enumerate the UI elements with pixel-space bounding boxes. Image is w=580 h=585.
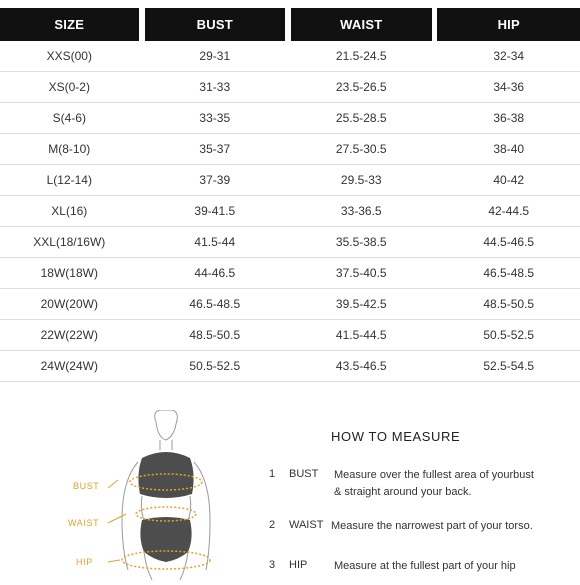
cell-size: L(12-14)	[46, 173, 92, 187]
figure-label-waist: WAIST	[68, 518, 100, 528]
cell-size: M(8-10)	[48, 142, 91, 156]
cell-waist: 23.5-26.5	[335, 80, 387, 94]
cell-waist: 33-36.5	[340, 204, 382, 218]
cell-waist: 35.5-38.5	[335, 235, 387, 249]
cell-bust: 37-39	[199, 173, 231, 187]
table-row	[0, 165, 580, 196]
cell-waist: 25.5-28.5	[335, 111, 387, 125]
header-bust: BUST	[145, 8, 286, 41]
cell-waist: 43.5-46.5	[335, 359, 387, 373]
table-row	[0, 227, 580, 258]
cell-size: 18W(18W)	[40, 266, 98, 280]
table-header-row	[0, 8, 580, 41]
table-row	[0, 351, 580, 382]
table-row	[0, 258, 580, 289]
cell-bust: 33-35	[199, 111, 231, 125]
cell-size: 24W(24W)	[40, 359, 98, 373]
cell-size: XXS(00)	[46, 49, 92, 63]
step-2-number: 2	[269, 519, 276, 531]
figure-label-hip: HIP	[76, 557, 93, 567]
cell-bust: 29-31	[199, 49, 231, 63]
cell-hip: 38-40	[493, 142, 525, 156]
step-1-number: 1	[269, 468, 276, 480]
step-1-name: BUST	[289, 468, 319, 480]
step-1-description: Measure over the fullest area of yourbust & straight around your back.	[334, 469, 534, 498]
cell-waist: 27.5-30.5	[335, 142, 387, 156]
cell-hip: 32-34	[493, 49, 525, 63]
table-row	[0, 289, 580, 320]
cell-bust: 41.5-44	[194, 235, 236, 249]
table-row	[0, 320, 580, 351]
figure-label-bust: BUST	[73, 481, 100, 491]
cell-hip: 48.5-50.5	[483, 297, 535, 311]
cell-size: XL(16)	[51, 204, 88, 218]
table-body	[0, 41, 580, 382]
cell-hip: 36-38	[493, 111, 525, 125]
table-row	[0, 72, 580, 103]
cell-hip: 52.5-54.5	[483, 359, 535, 373]
step-3-name: HIP	[289, 559, 308, 571]
body-measure-figure	[60, 410, 270, 580]
table-row	[0, 41, 580, 72]
cell-hip: 42-44.5	[488, 204, 530, 218]
step-3-description: Measure at the fullest part of your hip	[334, 560, 516, 572]
step-2-description: Measure the narrowest part of your torso.	[331, 520, 533, 532]
cell-size: XS(0-2)	[48, 80, 90, 94]
table-row	[0, 134, 580, 165]
cell-waist: 39.5-42.5	[335, 297, 387, 311]
cell-hip: 40-42	[493, 173, 525, 187]
cell-bust: 48.5-50.5	[189, 328, 241, 342]
header-waist: WAIST	[291, 8, 432, 41]
cell-bust: 35-37	[199, 142, 231, 156]
cell-waist: 21.5-24.5	[335, 49, 387, 63]
cell-waist: 41.5-44.5	[335, 328, 387, 342]
cell-hip: 34-36	[493, 80, 525, 94]
cell-size: XXL(18/16W)	[33, 235, 106, 249]
cell-waist: 37.5-40.5	[335, 266, 387, 280]
cell-bust: 44-46.5	[194, 266, 236, 280]
cell-waist: 29.5-33	[340, 173, 382, 187]
cell-bust: 39-41.5	[194, 204, 236, 218]
header-hip: HIP	[437, 8, 580, 41]
cell-bust: 46.5-48.5	[189, 297, 241, 311]
cell-size: 22W(22W)	[40, 328, 98, 342]
cell-bust: 31-33	[199, 80, 231, 94]
table-row	[0, 103, 580, 134]
header-size: SIZE	[0, 8, 139, 41]
cell-hip: 44.5-46.5	[483, 235, 535, 249]
cell-hip: 46.5-48.5	[483, 266, 535, 280]
table-row	[0, 196, 580, 227]
how-to-measure-title: HOW TO MEASURE	[331, 429, 461, 444]
swimsuit-illustration	[60, 410, 270, 580]
cell-bust: 50.5-52.5	[189, 359, 241, 373]
cell-hip: 50.5-52.5	[483, 328, 535, 342]
size-chart-table	[0, 8, 580, 382]
step-2-name: WAIST	[289, 519, 324, 531]
cell-size: S(4-6)	[52, 111, 86, 125]
cell-size: 20W(20W)	[40, 297, 98, 311]
step-3-number: 3	[269, 559, 276, 571]
